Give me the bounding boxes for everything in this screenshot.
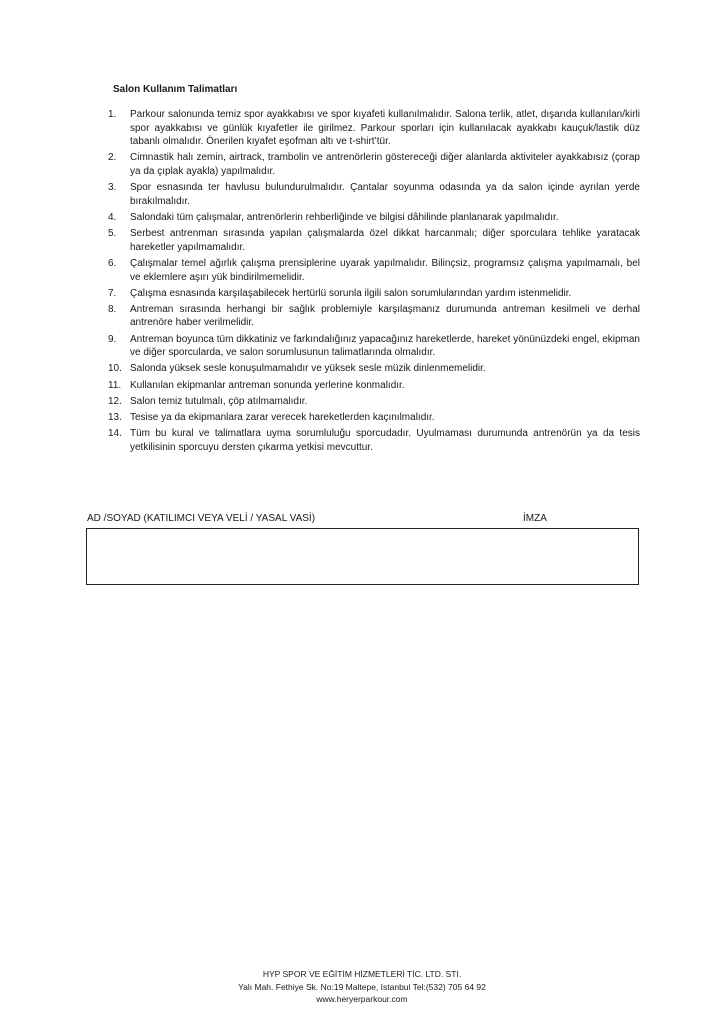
rule-item bbox=[108, 362, 640, 376]
rule-text: Spor esnasında ter havlusu bulundurulmalıdır. Çantalar soyunma odasında ya da salon içinde ayrılan yerde bırakılmalıdır. bbox=[130, 182, 640, 207]
rule-number: 6. bbox=[108, 257, 117, 269]
signature-label: İMZA bbox=[523, 513, 547, 524]
rule-number: 5. bbox=[108, 228, 117, 240]
footer-company: HYP SPOR VE EĞİTİM HİZMETLERİ TİC. LTD. STI. bbox=[262, 969, 462, 979]
rule-number: 12. bbox=[108, 395, 122, 407]
rule-text: Kullanılan ekipmanlar antreman sonunda yerlerine konmalıdır. bbox=[130, 379, 405, 391]
rule-item bbox=[108, 151, 640, 178]
rule-text: Serbest antrenman sırasında yapılan çalışmalarda özel dikkat harcanmalı; diğer sporculara tehlike yaratacak hareketler yapılmamalıdır. bbox=[130, 228, 640, 253]
rule-text: Çalışma esnasında karşılaşabilecek hertürlü sorunla ilgili salon sorumlularından yardım istenmelidir. bbox=[130, 287, 572, 299]
rule-text: Salondaki tüm çalışmalar, antrenörlerin rehberliğinde ve bilgisi dâhilinde planlanarak yapılmalıdır. bbox=[130, 211, 559, 223]
rule-item bbox=[108, 108, 640, 149]
rule-number: 13. bbox=[108, 412, 122, 423]
rule-item bbox=[108, 257, 640, 284]
footer bbox=[0, 968, 724, 1006]
rule-item bbox=[108, 227, 640, 254]
rule-text: Antreman boyunca tüm dikkatiniz ve farkındalığınız yapacağınız hareketlerde, hareket yönünüzdeki engel, ekipman ve diğer sporcularda, ve salon sorumlusunun talimatlarında olmalıdır. bbox=[130, 333, 640, 359]
rules-list bbox=[108, 108, 640, 457]
footer-address: Yalı Mah. Fethiye Sk. No:19 Maltepe, Istanbul Tel:(532) 705 64 92 bbox=[238, 981, 486, 992]
rule-number: 9. bbox=[108, 333, 117, 345]
rule-item bbox=[108, 181, 640, 208]
rule-item bbox=[108, 287, 640, 301]
rule-number: 7. bbox=[108, 287, 117, 299]
rule-number: 14. bbox=[108, 428, 122, 440]
rule-number: 10. bbox=[108, 363, 122, 375]
rule-text: Tesise ya da ekipmanlara zarar verecek hareketlerden kaçınılmalıdır. bbox=[130, 412, 435, 423]
rule-number: 8. bbox=[108, 303, 117, 315]
rule-item bbox=[108, 303, 640, 330]
rule-item bbox=[108, 427, 640, 454]
rule-number: 2. bbox=[108, 152, 117, 164]
rule-item bbox=[108, 333, 640, 360]
rule-number: 1. bbox=[108, 109, 117, 120]
name-surname-label: AD /SOYAD (KATILIMCI VEYA VELİ / YASAL VASİ) bbox=[87, 513, 316, 524]
rule-text: Parkour salonunda temiz spor ayakkabısı ve spor kıyafeti kullanılmalıdır. Salona terlik, atlet, dışarıda kullanılan/kirli spor ayakkabısı ve günlük kıyafetler ile girilmez. Parkour sporları için kullanılacak ayakkabı kauçuk/lastik düz tabanlı olmalıdır. Önerilen kıyafet eşofman altı ve t-shirt’tür. bbox=[130, 109, 640, 148]
rule-text: Antreman sırasında herhangi bir sağlık problemiyle karşılaşmanız durumunda antreman kesilmeli ve derhal antrenöre haber verilmelidir. bbox=[130, 303, 640, 329]
rule-item bbox=[108, 395, 640, 409]
rule-number: 4. bbox=[108, 211, 117, 223]
rule-text: Tüm bu kural ve talimatlara uyma sorumluluğu sporcudadır. Uyulmaması durumunda antrenörün ya da tesis yetkilisinin sporcuyu dersten çıkarma yetkisi mevcuttur. bbox=[130, 428, 640, 453]
rule-text: Cimnastik halı zemin, airtrack, trambolin ve antrenörlerin göstereceği diğer alanlarda aktiviteler ayakkabısız (çorap ya da çıplak ayakla) yapılmalıdır. bbox=[130, 152, 640, 177]
rule-text: Salonda yüksek sesle konuşulmamalıdır ve yüksek sesle müzik dinlenmemelidir. bbox=[130, 363, 486, 375]
footer-website: www.heryerparkour.com bbox=[316, 994, 408, 1004]
rule-text: Çalışmalar temel ağırlık çalışma prensiplerine uyarak yapılmalıdır. Bilinçsiz, programsız çalışma yapılmamalı, bel ve eklemlere aşırı yük bindirilmemelidir. bbox=[130, 257, 640, 283]
signature-box[interactable] bbox=[86, 528, 639, 585]
rule-number: 3. bbox=[108, 182, 117, 194]
document-title: Salon Kullanım Talimatları bbox=[113, 84, 238, 95]
rule-item bbox=[108, 411, 640, 425]
rule-item bbox=[108, 379, 640, 393]
rule-text: Salon temiz tutulmalı, çöp atılmamalıdır. bbox=[130, 395, 308, 407]
rule-number: 11. bbox=[108, 379, 122, 391]
rule-item bbox=[108, 211, 640, 225]
